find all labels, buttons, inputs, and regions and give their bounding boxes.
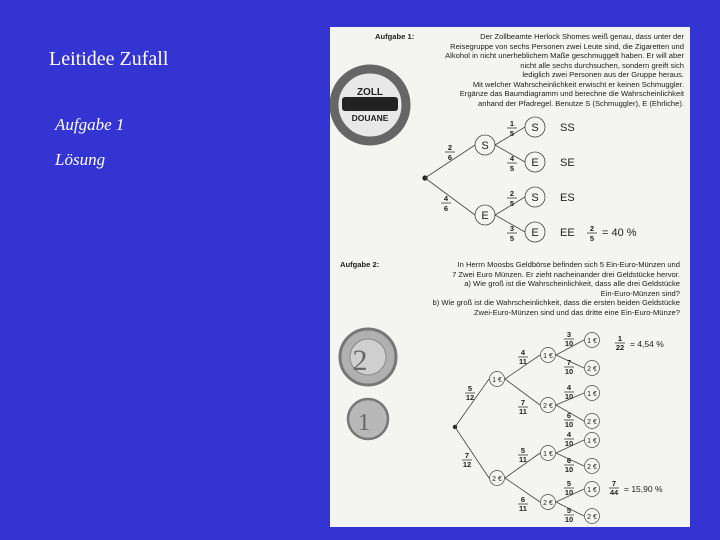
task1-line: nicht alle sechs durchsuchen, sondern greift sich — [520, 60, 684, 70]
tree1-prob-first-numerator: 4 — [443, 194, 449, 203]
tree2-node: 2 € — [587, 464, 597, 471]
tree1-outcome: SE — [560, 157, 575, 169]
task2-line: Zwei-Euro-Münzen sind und das dritte eine Ein-Euro-Münze? — [474, 307, 680, 317]
coin-2-euro-value: 2 — [352, 344, 368, 377]
tree2-node: 1 € — [587, 391, 597, 398]
tree2-prob-second-numerator: 4 — [520, 348, 526, 357]
tree2-node: 2 € — [492, 476, 502, 483]
tree1-outcome: ES — [560, 192, 575, 204]
tree1-prob-second-numerator: 2 — [509, 189, 515, 198]
task1-line: lediglich zwei Personen aus der Gruppe heraus. — [522, 70, 684, 79]
tree1-node: S — [481, 140, 489, 152]
tree2-answer-b-frac-denominator: 44 — [609, 488, 619, 497]
tree2-prob-third-denominator: 10 — [564, 488, 574, 497]
tree2-prob-first-numerator: 5 — [467, 384, 473, 393]
tree1-prob-second-denominator: 5 — [509, 199, 515, 208]
tree2-prob-third-denominator: 10 — [564, 367, 574, 376]
tree1-answer-frac-numerator: 2 — [589, 224, 595, 233]
task1-line: Alkohol in nicht unerheblichem Maße geschmuggelt haben. Er will aber — [445, 51, 684, 60]
tree1-outcome: EE — [560, 227, 575, 239]
tree2-prob-third-numerator: 4 — [566, 430, 572, 439]
tree1-answer-text: = 40 % — [602, 227, 637, 239]
tree1-node: S — [531, 192, 539, 204]
tree1-prob-first-denominator: 6 — [443, 204, 449, 213]
tree1-node: S — [531, 122, 539, 134]
task2-line: b) Wie groß ist die Wahrscheinlichkeit, dass die ersten beiden Geldstücke — [432, 298, 680, 307]
douane-sign-text: DOUANE — [351, 113, 389, 123]
tree2-prob-third-denominator: 10 — [564, 420, 574, 429]
task2-line: 7 Zwei Euro Münzen. Er zieht nacheinander drei Geldstücke hervor. — [452, 269, 680, 279]
tree1-node: E — [531, 227, 539, 239]
tree1-node: E — [481, 210, 489, 222]
tree2-prob-second-denominator: 11 — [519, 455, 527, 464]
task1-line: Ergänze das Baumdiagramm und berechne die Wahrscheinlichkeit — [459, 89, 684, 98]
tree2-prob-first-denominator: 12 — [462, 460, 472, 469]
task2-label: Aufgabe 2: — [340, 260, 380, 269]
slide-title: Leitidee Zufall — [49, 48, 169, 70]
tree1-branch — [425, 178, 475, 215]
tree2-answer-a-frac-numerator: 1 — [617, 334, 623, 343]
tree2-prob-third-denominator: 10 — [564, 515, 574, 524]
tree2-branch — [455, 427, 489, 478]
tree2-node: 2 € — [587, 514, 597, 521]
tree2-prob-first-numerator: 7 — [464, 451, 470, 460]
tree2-prob-second-denominator: 11 — [519, 357, 527, 366]
tree2-node: 2 € — [587, 419, 597, 426]
tree2-prob-third-denominator: 10 — [564, 392, 574, 401]
task1-line: Der Zollbeamte Herlock Shomes weiß genau, dass unter der — [480, 32, 684, 41]
tree2-prob-third-denominator: 10 — [564, 465, 574, 474]
tree2-prob-third-numerator: 4 — [566, 383, 572, 392]
tree2-node: 1 € — [587, 338, 597, 345]
tree1-prob-second-denominator: 5 — [509, 129, 515, 138]
tree2-node: 2 € — [543, 500, 553, 507]
tree2-prob-third-denominator: 10 — [564, 339, 574, 348]
tree1-prob-first-numerator: 2 — [447, 143, 453, 152]
tree1-prob-first-denominator: 6 — [447, 153, 453, 162]
tree2-prob-third-numerator: 5 — [566, 479, 572, 488]
tree2-node: 1 € — [543, 451, 553, 458]
tree2-node: 1 € — [492, 377, 502, 384]
tree2-node: 1 € — [587, 438, 597, 445]
tree1-answer-frac-denominator: 5 — [589, 234, 595, 243]
task2-line: a) Wie groß ist die Wahrscheinlichkeit, dass alle drei Geldstücke — [464, 279, 680, 288]
tree2-answer-a-frac-denominator: 22 — [615, 343, 625, 352]
tree2-prob-second-denominator: 11 — [519, 504, 527, 513]
zoll-sign-band — [342, 97, 398, 111]
worksheet-scan — [330, 27, 690, 527]
tree2-prob-second-numerator: 6 — [520, 495, 526, 504]
tree2-prob-second-numerator: 7 — [520, 398, 526, 407]
coin-1-euro-value: 1 — [358, 410, 370, 436]
task2-line: In Herrn Moosbs Geldbörse befinden sich 5 Ein-Euro-Münzen und — [457, 260, 680, 269]
tree2-prob-third-numerator: 7 — [566, 358, 572, 367]
task1-label: Aufgabe 1: — [375, 32, 415, 41]
tree2-node: 2 € — [587, 366, 597, 373]
tree1-prob-second-denominator: 5 — [509, 234, 515, 243]
nav-link-loesung[interactable]: Lösung — [55, 150, 106, 169]
tree2-prob-third-numerator: 6 — [566, 456, 572, 465]
tree2-prob-first-denominator: 12 — [465, 393, 475, 402]
task1-line: Mit welcher Wahrscheinlichkeit erwischt er keinen Schmuggler. — [472, 79, 684, 89]
tree1-prob-second-denominator: 5 — [509, 164, 515, 173]
tree2-answer-a-text: = 4,54 % — [630, 339, 664, 349]
tree2-prob-second-denominator: 11 — [519, 407, 527, 416]
tree1-prob-second-numerator: 1 — [509, 119, 515, 128]
tree2-prob-third-numerator: 3 — [566, 330, 572, 339]
task1-line: anhand der Pfadregel. Benutze S (Schmuggler), E (Ehrliche). — [478, 98, 684, 108]
nav-link-aufgabe-1[interactable]: Aufgabe 1 — [55, 115, 125, 134]
tree2-answer-b-frac-numerator: 7 — [611, 479, 617, 488]
tree2-answer-b-text: = 15,90 % — [624, 484, 663, 494]
tree1-node: E — [531, 157, 539, 169]
tree1-outcome: SS — [560, 122, 575, 134]
tree1-prob-second-numerator: 4 — [509, 154, 515, 163]
task1-line: Reisegruppe von sechs Personen zwei Leute sind, die Zigaretten und — [450, 41, 684, 51]
tree2-prob-second-numerator: 5 — [520, 446, 526, 455]
tree2-node: 1 € — [587, 487, 597, 494]
tree1-prob-second-numerator: 3 — [509, 224, 515, 233]
tree2-prob-third-numerator: 6 — [566, 411, 572, 420]
zoll-sign-text: ZOLL — [356, 87, 384, 98]
tree2-node: 1 € — [543, 353, 553, 360]
task2-line: Ein-Euro-Münzen sind? — [600, 288, 680, 298]
tree2-node: 2 € — [543, 403, 553, 410]
tree2-prob-third-denominator: 10 — [564, 439, 574, 448]
tree2-prob-third-numerator: 5 — [566, 506, 572, 515]
